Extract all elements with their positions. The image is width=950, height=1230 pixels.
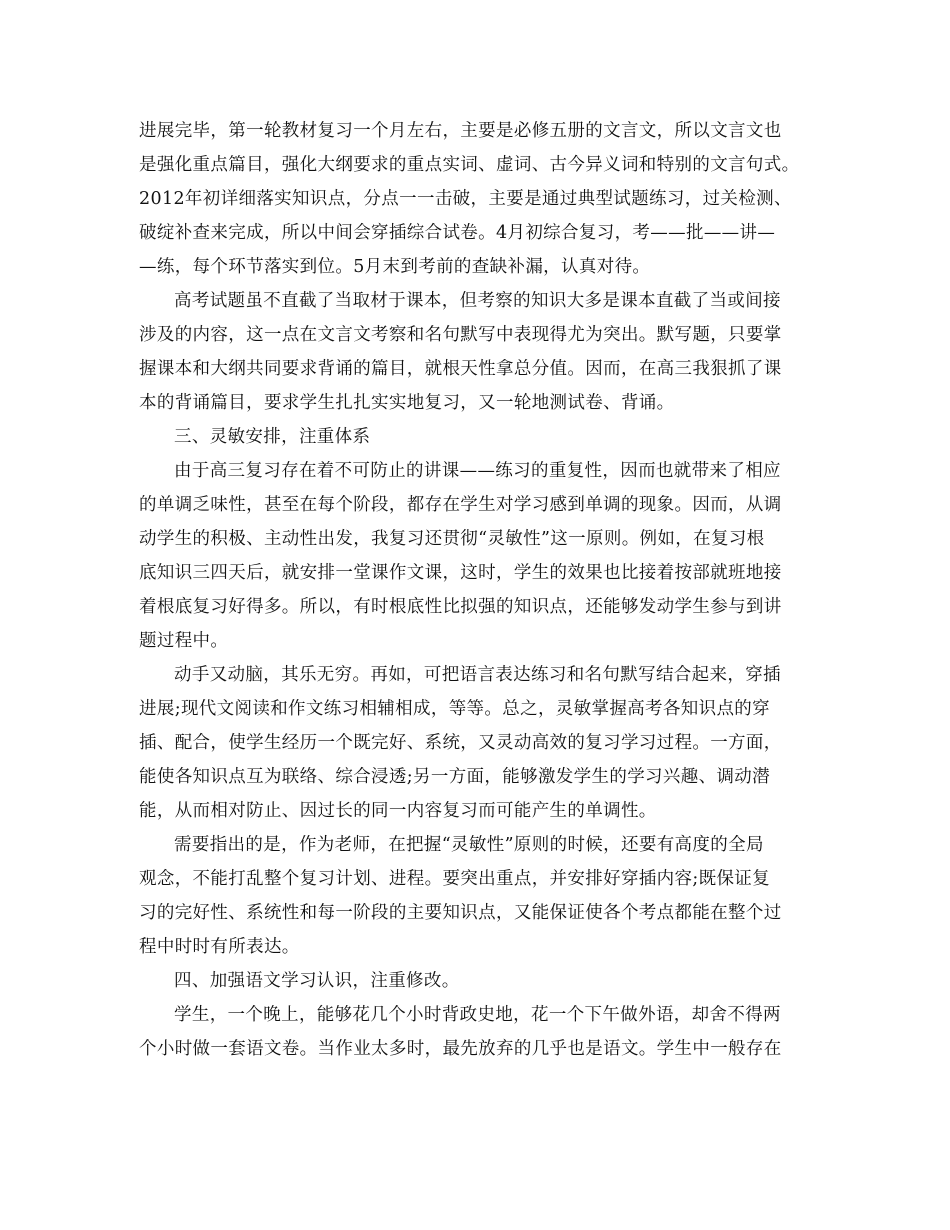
text-line: 破绽补查来完成，所以中间会穿插综合试卷。4月初综合复习，考——批——讲— — [139, 223, 776, 243]
text-line: 进展完毕，第一轮教材复习一个月左右，主要是必修五册的文言文，所以文言文也 — [139, 121, 782, 141]
text-line: 涉及的内容，这一点在文言文考察和名句默写中表现得尤为突出。默写题，只要掌 — [139, 325, 782, 345]
text-line: 的单调乏味性，甚至在每个阶段，都存在学生对学习感到单调的现象。因而，从调 — [139, 495, 782, 515]
text-line: 动学生的积极、主动性出发，我复习还贯彻“灵敏性”这一原则。例如，在复习根 — [139, 529, 765, 549]
body-text — [139, 114, 819, 1066]
text-line: 程中时时有所表达。 — [139, 937, 300, 957]
text-line: 三、灵敏安排，注重体系 — [174, 427, 371, 447]
text-line: 能，从而相对防止、因过长的同一内容复习而可能产生的单调性。 — [139, 801, 657, 821]
text-line: 动手又动脑，其乐无穷。再如，可把语言表达练习和名句默写结合起来，穿插 — [174, 665, 781, 685]
text-line: 学生，一个晚上，能够花几个小时背政史地，花一个下午做外语，却舍不得两 — [174, 1005, 781, 1025]
text-line: 题过程中。 — [139, 631, 229, 651]
text-line: 进展;现代文阅读和作文练习相辅相成，等等。总之，灵敏掌握高考各知识点的穿 — [139, 699, 770, 719]
text-line: 个小时做一套语文卷。当作业太多时，最先放弃的几乎也是语文。学生中一般存在 — [139, 1039, 782, 1059]
text-line: 底知识三四天后，就安排一堂课作文课，这时，学生的效果也比接着按部就班地接 — [139, 563, 782, 583]
text-line: 握课本和大纲共同要求背诵的篇目，就根天性拿总分值。因而，在高三我狠抓了课 — [139, 359, 782, 379]
text-line: 能使各知识点互为联络、综合浸透;另一方面，能够激发学生的学习兴趣、调动潜 — [139, 767, 770, 787]
text-line: 习的完好性、系统性和每一阶段的主要知识点，又能保证使各个考点都能在整个过 — [139, 903, 782, 923]
text-line: 高考试题虽不直截了当取材于课本，但考察的知识大多是课本直截了当或间接 — [174, 291, 781, 311]
text-line: 本的背诵篇目，要求学生扎扎实实地复习，又一轮地测试卷、背诵。 — [139, 393, 675, 413]
text-line: —练，每个环节落实到位。5月末到考前的查缺补漏，认真对待。 — [139, 257, 651, 277]
text-line: 插、配合，使学生经历一个既完好、系统，又灵动高效的复习学习过程。一方面， — [139, 733, 782, 753]
text-line: 需要指出的是，作为老师，在把握“灵敏性”原则的时候，还要有高度的全局 — [174, 835, 764, 855]
text-line: 由于高三复习存在着不可防止的讲课——练习的重复性，因而也就带来了相应 — [174, 461, 781, 481]
text-line: 是强化重点篇目，强化大纲要求的重点实词、虚词、古今异义词和特别的文言句式。 — [139, 155, 800, 175]
text-line: 着根底复习好得多。所以，有时根底性比拟强的知识点，还能够发动学生参与到讲 — [139, 597, 782, 617]
text-line: 2012年初详细落实知识点，分点一一击破，主要是通过典型试题练习，过关检测、 — [139, 189, 792, 209]
text-line: 四、加强语文学习认识，注重修改。 — [174, 971, 460, 991]
text-line: 观念，不能打乱整个复习计划、进程。要突出重点，并安排好穿插内容;既保证复 — [139, 869, 770, 889]
